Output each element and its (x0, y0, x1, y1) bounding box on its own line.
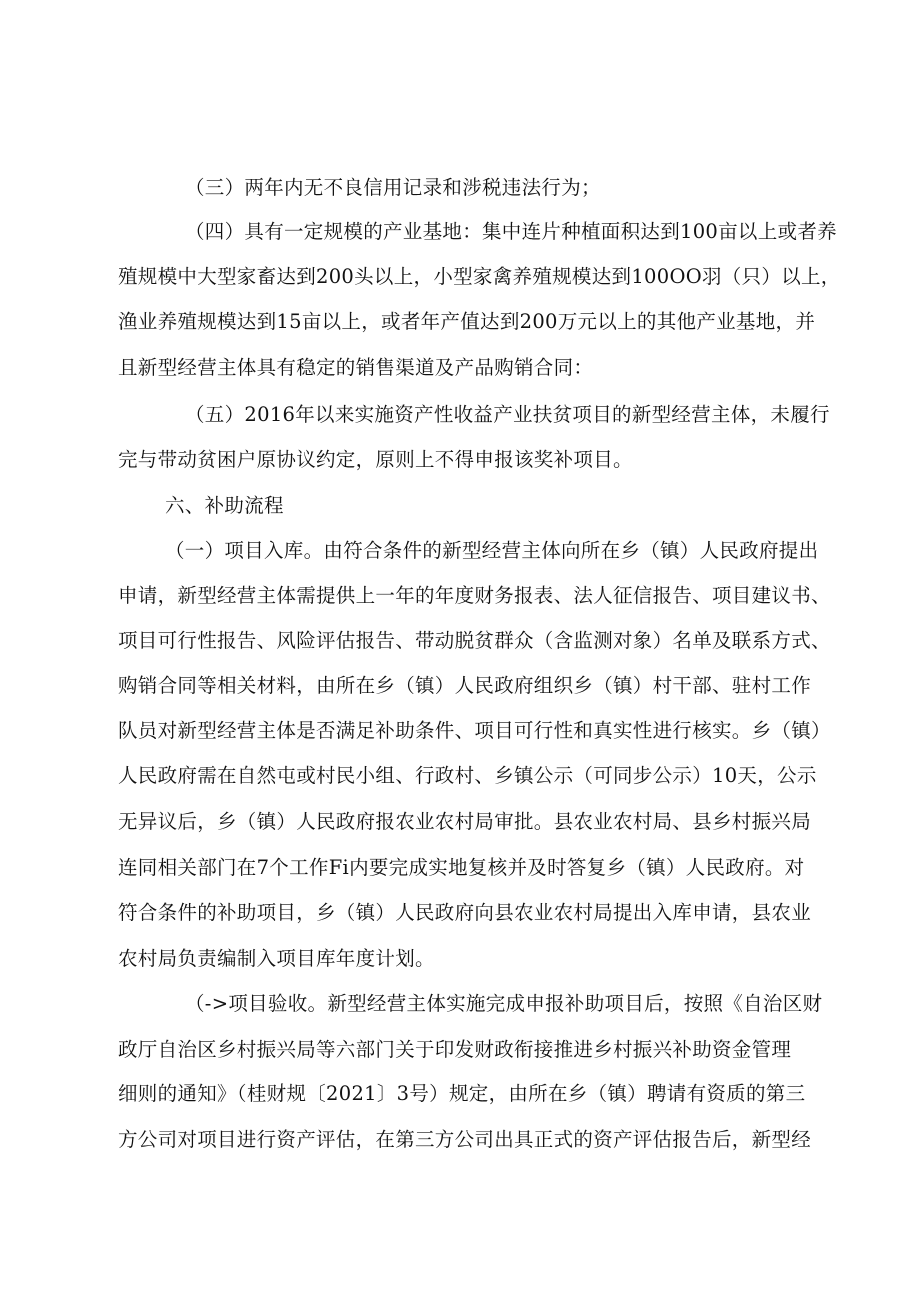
text-line: 申请，新型经营主体需提供上一年的年度财务报表、法人征信报告、项目建议书、 (118, 584, 831, 607)
text-line: 人民政府需在自然屯或村民小组、行政村、乡镇公示（可同步公示）10天，公示 (118, 764, 817, 787)
text-line: 方公司对项目进行资产评估，在第三方公司出具正式的资产评估报告后，新型经 (118, 1128, 812, 1151)
section-heading: 六、补助流程 (165, 494, 284, 517)
text-line: 渔业养殖规模达到15亩以上，或者年产值达到200万元以上的其他产业基地，并 (118, 310, 816, 333)
text-line: 队员对新型经营主体是否满足补助条件、项目可行性和真实性进行核实。乡（镇） (118, 719, 831, 742)
text-line: 完与带动贫困户原协议约定，原则上不得申报该奖补项目。 (118, 448, 633, 471)
text-line: 殖规模中大型家畜达到200头以上，小型家禽养殖规模达到100OO羽（只）以上， (118, 265, 841, 288)
text-line: （五）2016年以来实施资产性收益产业扶贫项目的新型经营主体，未履行 (185, 403, 830, 426)
text-line: （四）具有一定规模的产业基地：集中连片种植面积达到100亩以上或者养 (185, 220, 837, 243)
text-line: （->项目验收。新型经营主体实施完成申报补助项目后，按照《自治区财 (185, 992, 823, 1015)
text-line: 细则的通知》（桂财规〔2021〕3号）规定，由所在乡（镇）聘请有资质的第三 (118, 1082, 806, 1105)
text-line: 符合条件的补助项目，乡（镇）人民政府向县农业农村局提出入库申请，县农业 (118, 901, 812, 924)
text-line: 连同相关部门在7个工作Fi内要完成实地复核并及时答复乡（镇）人民政府。对 (118, 856, 805, 879)
text-line: 项目可行性报告、风险评估报告、带动脱贫群众（含监测对象）名单及联系方式、 (118, 629, 831, 652)
text-line: （三）两年内无不良信用记录和涉税违法行为； (185, 176, 601, 199)
text-line: 购销合同等相关材料，由所在乡（镇）人民政府组织乡（镇）村干部、驻村工作 (118, 674, 812, 697)
text-line: 政厅自治区乡村振兴局等六部门关于印发财政衔接推进乡村振兴补助资金管理 (118, 1038, 792, 1061)
text-line: 农村局负责编制入项目库年度计划。 (118, 947, 435, 970)
text-line: （一）项目入库。由符合条件的新型经营主体向所在乡（镇）人民政府提出 (165, 539, 819, 562)
text-line: 无异议后，乡（镇）人民政府报农业农村局审批。县农业农村局、县乡村振兴局 (118, 810, 812, 833)
text-line: 且新型经营主体具有稳定的销售渠道及产品购销合同： (118, 356, 594, 379)
